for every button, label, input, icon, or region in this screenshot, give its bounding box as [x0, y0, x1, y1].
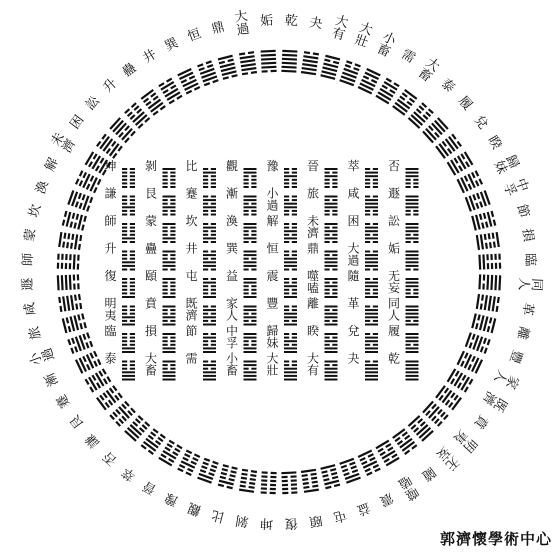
outer-hexagram-icon	[392, 89, 417, 116]
outer-hexagram-icon	[67, 190, 93, 212]
outer-hexagram-icon	[358, 68, 381, 94]
outer-hexagram-name: 艮	[67, 411, 88, 432]
outer-hexagram-name: 否	[100, 448, 121, 468]
square-hexagram-icon	[203, 168, 216, 188]
outer-hexagram-icon	[435, 385, 462, 410]
square-hexagram-name: 困	[347, 214, 360, 228]
outer-hexagram-icon	[457, 351, 483, 374]
outer-hexagram-name: 蒙	[22, 227, 40, 243]
outer-hexagram-icon	[320, 55, 340, 80]
square-hexagram-icon	[122, 168, 135, 188]
outer-hexagram-icon	[67, 332, 93, 354]
outer-hexagram-icon	[281, 471, 297, 494]
outer-hexagram-icon	[96, 385, 123, 410]
outer-hexagram-icon	[358, 450, 381, 476]
square-hexagram-icon	[163, 251, 176, 271]
outer-hexagram-name: 中孚	[499, 176, 531, 199]
outer-hexagram-name: 損	[518, 227, 536, 243]
outer-hexagram-icon	[124, 415, 150, 442]
square-hexagram-name: 坎	[185, 214, 198, 228]
square-hexagram-name: 渙	[225, 214, 239, 228]
outer-hexagram-icon	[422, 401, 449, 427]
outer-hexagram-name: 豐	[506, 347, 525, 366]
square-hexagram-name: 姤	[387, 241, 401, 256]
outer-hexagram-icon	[392, 428, 417, 455]
outer-hexagram-icon	[261, 50, 277, 73]
square-hexagram-name: 小畜	[225, 351, 239, 378]
square-hexagram-icon	[203, 278, 216, 298]
square-hexagram-icon	[203, 333, 216, 353]
square-hexagram-name: 漸	[225, 186, 239, 201]
square-hexagram-icon	[284, 168, 297, 188]
square-hexagram-icon	[325, 306, 338, 326]
outer-hexagram-name: 渙	[33, 178, 52, 197]
square-hexagram-name: 泰	[104, 351, 117, 366]
outer-hexagram-name: 賁	[470, 411, 491, 432]
outer-hexagram-icon	[471, 211, 496, 231]
square-hexagram-icon	[203, 361, 216, 381]
square-hexagram-icon	[325, 361, 338, 381]
square-hexagram-icon	[325, 168, 338, 188]
square-hexagram-name: 未濟	[306, 214, 320, 240]
outer-hexagram-icon	[75, 170, 101, 193]
square-hexagram-name: 同人	[387, 296, 401, 323]
square-hexagram-name: 隨	[347, 269, 360, 283]
outer-hexagram-name: 升	[100, 76, 121, 96]
square-hexagram-name: 睽	[306, 324, 320, 338]
outer-hexagram-icon	[457, 170, 483, 193]
square-hexagram-name: 震	[266, 269, 279, 283]
square-hexagram-icon	[244, 278, 257, 298]
outer-hexagram-icon	[375, 440, 399, 467]
outer-hexagram-icon	[320, 464, 340, 489]
square-hexagram-icon	[365, 168, 378, 188]
outer-hexagram-name: 睽	[484, 133, 505, 153]
square-hexagram-name: 剝	[144, 159, 158, 173]
square-hexagram-icon	[244, 306, 257, 326]
outer-hexagram-name: 大有	[330, 13, 350, 44]
outer-hexagram-icon	[301, 51, 319, 75]
square-hexagram-icon	[365, 333, 378, 353]
square-hexagram-icon	[284, 306, 297, 326]
outer-hexagram-icon	[96, 134, 123, 159]
square-hexagram-name: 中孚	[225, 324, 239, 350]
square-hexagram-icon	[122, 251, 135, 271]
outer-hexagram-name: 泰	[437, 76, 458, 96]
square-hexagram-name: 比	[185, 159, 198, 173]
square-hexagram-name: 蠱	[144, 241, 158, 256]
outer-hexagram-name: 歸妹	[490, 152, 522, 177]
square-hexagram-icon	[122, 361, 135, 381]
square-hexagram-name: 師	[104, 214, 117, 228]
square-hexagram-name: 革	[347, 296, 360, 311]
outer-hexagram-icon	[447, 368, 474, 392]
outer-hexagram-name: 巽	[162, 35, 181, 55]
outer-hexagram-name: 困	[67, 112, 88, 133]
square-hexagram-name: 節	[185, 324, 198, 338]
square-hexagram-name: 豫	[266, 159, 279, 173]
square-hexagram-icon	[406, 333, 419, 353]
square-hexagram-icon	[406, 361, 419, 381]
outer-hexagram-name: 坤	[259, 514, 274, 531]
outer-hexagram-icon	[109, 401, 136, 427]
outer-hexagram-name: 大畜	[414, 55, 443, 86]
square-hexagram-icon	[244, 223, 257, 243]
outer-hexagram-icon	[476, 232, 500, 250]
square-hexagram-name: 益	[225, 269, 239, 283]
outer-hexagram-icon	[177, 450, 200, 476]
square-hexagram-icon	[325, 223, 338, 243]
square-hexagram-name: 損	[144, 324, 158, 338]
outer-hexagram-name: 豫	[162, 489, 181, 509]
square-hexagram-name: 家人	[225, 296, 239, 323]
outer-hexagram-name: 明夷	[450, 426, 480, 455]
outer-hexagram-icon	[109, 117, 136, 143]
outer-hexagram-name: 震	[377, 489, 396, 509]
outer-hexagram-icon	[408, 102, 434, 129]
outer-hexagram-name: 既濟	[478, 388, 510, 414]
square-hexagram-name: 艮	[144, 186, 158, 201]
outer-hexagram-icon	[141, 428, 166, 455]
square-hexagram-icon	[406, 168, 419, 188]
outer-hexagram-icon	[239, 51, 257, 75]
outer-hexagram-icon	[158, 78, 182, 105]
square-hexagram-icon	[406, 251, 419, 271]
outer-hexagram-icon	[57, 254, 80, 270]
outer-hexagram-icon	[471, 313, 496, 333]
outer-hexagram-icon	[85, 368, 112, 392]
square-hexagram-icon	[203, 251, 216, 271]
outer-hexagram-name: 漸	[42, 370, 62, 389]
outer-hexagram-name: 比	[209, 506, 227, 525]
square-hexagram-icon	[365, 196, 378, 216]
outer-hexagram-icon	[478, 274, 501, 290]
square-hexagram-icon	[406, 223, 419, 243]
outer-hexagram-icon	[58, 232, 82, 250]
outer-hexagram-name: 乾	[284, 13, 299, 30]
outer-hexagram-name: 萃	[119, 463, 140, 484]
square-hexagram-name: 大有	[306, 351, 320, 378]
square-hexagram-name: 无妄	[387, 269, 401, 295]
outer-hexagram-name: 益	[354, 499, 373, 518]
outer-hexagram-name: 井	[140, 46, 160, 67]
square-hexagram-icon	[122, 306, 135, 326]
square-hexagram-icon	[163, 196, 176, 216]
square-hexagram-name: 離	[306, 296, 320, 311]
outer-hexagram-icon	[281, 50, 297, 73]
square-hexagram-name: 遯	[387, 186, 401, 201]
outer-hexagram-name: 兌	[470, 112, 491, 133]
outer-hexagram-name: 臨	[521, 252, 538, 267]
square-hexagram-icon	[284, 333, 297, 353]
outer-hexagram-name: 觀	[185, 499, 204, 518]
square-hexagram-name: 履	[387, 324, 401, 338]
square-hexagram-name: 蒙	[144, 214, 158, 228]
square-hexagram-name: 頤	[144, 269, 158, 283]
outer-hexagram-name: 夬	[308, 15, 324, 33]
square-hexagram-icon	[163, 361, 176, 381]
outer-hexagram-name: 小畜	[374, 29, 399, 61]
outer-hexagram-icon	[158, 440, 182, 467]
square-hexagram-icon	[203, 196, 216, 216]
square-hexagram-name: 謙	[104, 186, 117, 201]
outer-hexagram-name: 坎	[26, 202, 45, 220]
outer-hexagram-icon	[124, 102, 150, 129]
square-hexagram-name: 蹇	[185, 186, 198, 201]
square-hexagram-name: 大畜	[144, 351, 158, 378]
square-hexagram-name: 大過	[347, 241, 360, 268]
outer-hexagram-name: 師	[20, 252, 37, 267]
square-hexagram-name: 否	[387, 159, 401, 173]
square-hexagram-name: 觀	[225, 159, 239, 173]
outer-hexagram-name: 訟	[83, 93, 103, 114]
outer-hexagram-icon	[301, 469, 319, 493]
square-hexagram-name: 巽	[225, 241, 239, 256]
publisher-watermark: 郭濟懷學術中心	[439, 530, 552, 548]
outer-hexagram-icon	[422, 117, 449, 143]
square-hexagram-icon	[203, 306, 216, 326]
square-hexagram-name: 屯	[185, 269, 198, 283]
square-hexagram-name: 復	[104, 269, 117, 283]
square-hexagram-name: 歸妹	[266, 324, 279, 350]
square-hexagram-name: 萃	[347, 159, 360, 173]
outer-hexagram-name: 遯	[20, 277, 37, 292]
square-hexagram-icon	[365, 223, 378, 243]
outer-hexagram-name: 未濟	[48, 130, 80, 156]
square-hexagram-name: 坤	[104, 159, 117, 173]
square-hexagram-icon	[284, 196, 297, 216]
square-hexagram-icon	[203, 223, 216, 243]
outer-hexagram-name: 恒	[185, 26, 204, 45]
outer-hexagram-icon	[57, 274, 80, 290]
outer-hexagram-icon	[447, 151, 474, 175]
outer-hexagram-icon	[62, 211, 87, 231]
square-hexagram-icon	[325, 333, 338, 353]
square-hexagram-icon	[406, 278, 419, 298]
outer-hexagram-icon	[435, 134, 462, 159]
outer-hexagram-icon	[177, 68, 200, 94]
outer-hexagram-name: 蠱	[119, 60, 140, 81]
square-hexagram-icon	[244, 168, 257, 188]
square-hexagram-icon	[163, 168, 176, 188]
square-hexagram-name: 臨	[104, 324, 117, 338]
square-hexagram-name: 訟	[387, 214, 401, 228]
outer-hexagram-name: 姤	[259, 13, 274, 30]
square-hexagram-icon	[122, 278, 135, 298]
outer-hexagram-icon	[62, 313, 87, 333]
square-hexagram-icon	[325, 278, 338, 298]
square-hexagram-icon	[163, 223, 176, 243]
outer-hexagram-icon	[476, 294, 500, 312]
square-hexagram-icon	[284, 361, 297, 381]
outer-hexagram-icon	[339, 60, 361, 86]
outer-hexagram-icon	[75, 351, 101, 374]
square-hexagram-icon	[284, 278, 297, 298]
outer-hexagram-name: 噬嗑	[395, 471, 421, 503]
square-hexagram-icon	[365, 278, 378, 298]
square-hexagram-name: 恒	[266, 241, 279, 256]
outer-hexagram-name: 咸	[22, 301, 40, 317]
square-hexagram-icon	[163, 333, 176, 353]
outer-hexagram-name: 蹇	[53, 391, 74, 411]
outer-hexagram-icon	[239, 469, 257, 493]
square-hexagram-icon	[122, 223, 135, 243]
outer-hexagram-name: 大壯	[352, 20, 375, 52]
outer-hexagram-name: 大過	[233, 8, 251, 39]
square-hexagram-name: 兌	[347, 324, 360, 338]
square-hexagram-icon	[244, 251, 257, 271]
outer-hexagram-name: 隨	[418, 463, 439, 484]
outer-hexagram-name: 无妄	[433, 443, 462, 473]
square-hexagram-name: 賁	[144, 296, 158, 311]
square-hexagram-name: 咸	[347, 186, 360, 201]
square-hexagram-name: 夬	[347, 351, 360, 366]
outer-hexagram-icon	[141, 89, 166, 116]
square-hexagram-icon	[365, 306, 378, 326]
outer-hexagram-name: 履	[455, 93, 475, 114]
square-hexagram-icon	[163, 306, 176, 326]
square-hexagram-name: 大壯	[266, 351, 279, 378]
outer-hexagram-name: 晉	[140, 477, 160, 498]
outer-hexagram-name: 頤	[308, 511, 324, 529]
outer-hexagram-name: 屯	[331, 506, 349, 525]
square-hexagram-icon	[406, 196, 419, 216]
outer-hexagram-name: 剝	[234, 511, 250, 529]
outer-hexagram-name: 革	[518, 301, 536, 317]
square-hexagram-icon	[244, 361, 257, 381]
outer-hexagram-icon	[218, 55, 238, 80]
outer-hexagram-icon	[465, 190, 491, 212]
outer-hexagram-icon	[375, 78, 399, 105]
square-hexagram-name: 小過	[266, 186, 279, 213]
square-hexagram-name: 旅	[306, 186, 320, 201]
square-hexagram-icon	[325, 251, 338, 271]
square-hexagram-icon	[284, 251, 297, 271]
outer-hexagram-icon	[58, 294, 82, 312]
square-hexagram-icon	[406, 306, 419, 326]
outer-hexagram-name: 旅	[26, 324, 45, 342]
outer-hexagram-icon	[465, 332, 491, 354]
square-hexagram-name: 明夷	[104, 296, 117, 323]
outer-hexagram-name: 小過	[27, 345, 59, 368]
square-hexagram-icon	[244, 333, 257, 353]
outer-hexagram-icon	[478, 254, 501, 270]
square-hexagram-name: 需	[185, 351, 198, 366]
outer-hexagram-icon	[408, 415, 434, 442]
outer-hexagram-name: 同人	[515, 277, 545, 292]
square-hexagram-name: 豐	[266, 296, 279, 311]
square-hexagram-name: 升	[104, 241, 117, 256]
outer-hexagram-name: 解	[42, 155, 62, 174]
outer-hexagram-icon	[339, 458, 361, 484]
square-hexagram-name: 既濟	[185, 296, 198, 323]
square-hexagram-name: 井	[185, 241, 198, 256]
square-hexagram-icon	[163, 278, 176, 298]
square-hexagram-icon	[284, 223, 297, 243]
square-hexagram-name: 乾	[387, 351, 401, 366]
outer-hexagram-icon	[197, 60, 219, 86]
outer-hexagram-name: 謙	[83, 430, 103, 451]
square-hexagram-name: 解	[266, 214, 279, 228]
outer-hexagram-icon	[218, 464, 238, 489]
outer-hexagram-name: 復	[284, 514, 299, 531]
outer-hexagram-name: 需	[398, 46, 418, 67]
square-hexagram-name: 鼎	[306, 241, 320, 256]
square-hexagram-icon	[365, 361, 378, 381]
outer-hexagram-icon	[197, 458, 219, 484]
outer-hexagram-name: 離	[513, 324, 532, 342]
square-hexagram-icon	[325, 196, 338, 216]
square-hexagram-icon	[365, 251, 378, 271]
outer-hexagram-name: 鼎	[209, 19, 227, 38]
square-hexagram-name: 晉	[306, 159, 320, 173]
square-hexagram-icon	[244, 196, 257, 216]
square-hexagram-icon	[122, 196, 135, 216]
square-hexagram-name: 噬嗑	[306, 269, 320, 295]
square-hexagram-icon	[122, 333, 135, 353]
outer-hexagram-name: 節	[513, 202, 532, 220]
outer-hexagram-name: 家人	[490, 367, 522, 392]
outer-hexagram-icon	[261, 471, 277, 494]
